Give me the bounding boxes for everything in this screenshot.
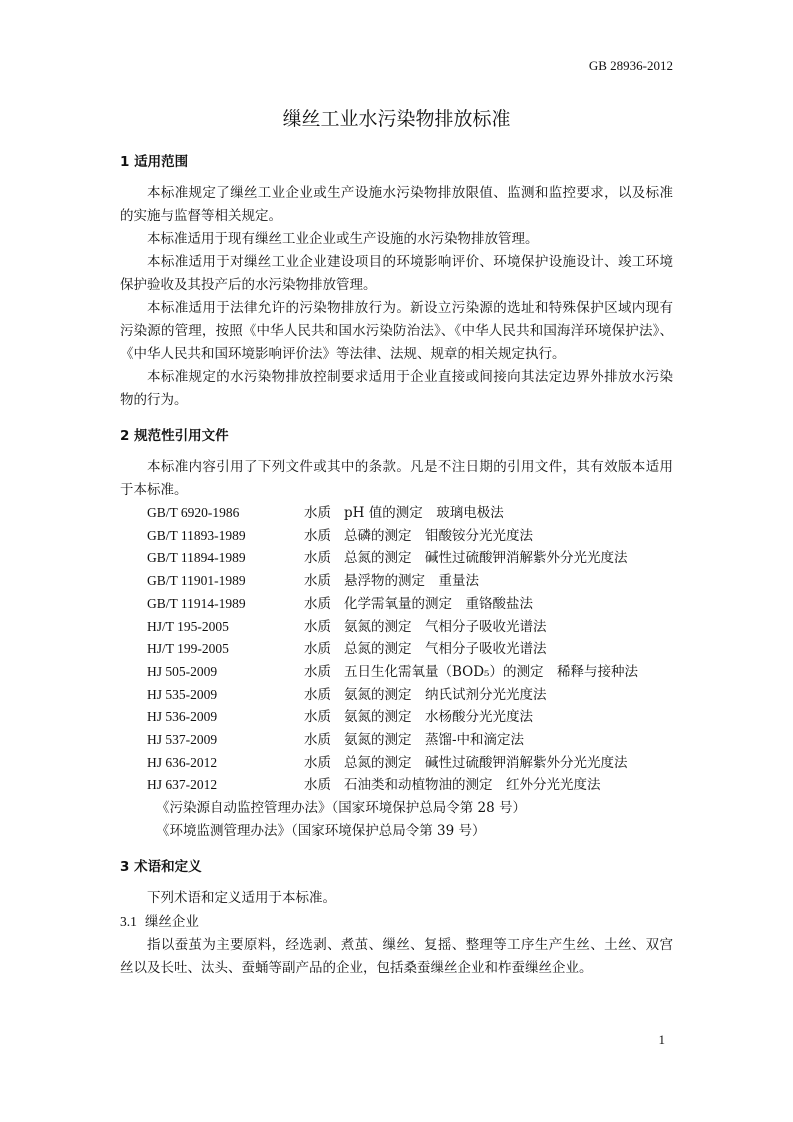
terms-intro: 下列术语和定义适用于本标准。 <box>147 889 336 906</box>
reference-prefix: 水质 <box>304 595 331 612</box>
reference-item <box>120 616 673 639</box>
reference-item <box>120 684 673 707</box>
reference-prefix: 水质 <box>304 686 331 703</box>
reference-prefix: 水质 <box>304 709 331 726</box>
reference-code: HJ/T 195-2005 <box>147 618 229 634</box>
paragraph: 本标准适用于对缫丝工业企业建设项目的环境影响评价、环境保护设施设计、竣工环境保护验收及其投产后的水污染物排放管理。 <box>120 254 673 293</box>
reference-title: pH 值的测定 玻璃电极法 <box>344 505 504 521</box>
reference-item <box>120 729 673 752</box>
reference-code: GB/T 6920-1986 <box>147 505 240 520</box>
document-title: 缫丝工业水污染物排放标准 <box>282 108 511 130</box>
standard-code: GB 28936-2012 <box>588 58 673 73</box>
page-number: 1 <box>658 1032 665 1047</box>
reference-item <box>120 570 673 593</box>
referenced-regulation: 《环境监测管理办法》（国家环境保护总局令第 39 号） <box>156 822 486 839</box>
reference-code: GB/T 11893-1989 <box>147 527 246 543</box>
reference-code: GB/T 11894-1989 <box>147 550 246 566</box>
reference-title: 石油类和动植物油的测定 红外分光光度法 <box>344 777 601 794</box>
reference-title: 悬浮物的测定 重量法 <box>344 573 479 590</box>
reference-code: HJ 536-2009 <box>147 709 218 725</box>
reference-item <box>120 593 673 616</box>
reference-item <box>120 638 673 661</box>
reference-item <box>120 502 673 525</box>
reference-prefix: 水质 <box>304 505 331 521</box>
reference-item <box>120 547 673 570</box>
reference-title: 氨氮的测定 水杨酸分光光度法 <box>344 709 533 726</box>
term-number: 3.1 <box>120 913 137 929</box>
reference-code: HJ 505-2009 <box>147 663 218 679</box>
reference-prefix: 水质 <box>304 663 331 680</box>
paragraph: 本标准规定的水污染物排放控制要求适用于企业直接或间接向其法定边界外排放水污染物的行为。 <box>120 369 673 408</box>
reference-title: 总氮的测定 碱性过硫酸钾消解紫外分光光度法 <box>344 754 628 771</box>
reference-prefix: 水质 <box>304 732 331 749</box>
reference-code: GB/T 11901-1989 <box>147 573 246 589</box>
reference-title: 总氮的测定 碱性过硫酸钾消解紫外分光光度法 <box>344 550 628 567</box>
document-body <box>120 150 673 980</box>
section-heading-references: 2 规范性引用文件 <box>120 428 229 444</box>
reference-prefix: 水质 <box>304 527 331 544</box>
term-definition: 指以蚕茧为主要原料，经选剥、煮茧、缫丝、复摇、整理等工序生产生丝、土丝、双宫丝以及长吐、汰头、蚕蛹等副产品的企业，包括桑蚕缫丝企业和柞蚕缫丝企业。 <box>120 936 673 976</box>
reference-title: 化学需氧量的测定 重铬酸盐法 <box>344 595 533 612</box>
reference-prefix: 水质 <box>304 777 331 794</box>
reference-item <box>120 752 673 775</box>
reference-prefix: 水质 <box>304 550 331 567</box>
section-heading-scope: 1 适用范围 <box>120 154 189 170</box>
paragraph: 本标准适用于现有缫丝工业企业或生产设施的水污染物排放管理。 <box>147 231 539 247</box>
reference-code: HJ 636-2012 <box>147 754 218 770</box>
reference-code: GB/T 11914-1989 <box>147 595 246 611</box>
reference-code: HJ 637-2012 <box>147 777 218 793</box>
section-heading-terms: 3 术语和定义 <box>120 858 202 875</box>
reference-prefix: 水质 <box>304 754 331 771</box>
term-heading <box>120 910 673 934</box>
referenced-regulation: 《污染源自动监控管理办法》（国家环境保护总局令第 28 号） <box>156 800 527 817</box>
references-intro: 本标准内容引用了下列文件或其中的条款。凡是不注日期的引用文件，其有效版本适用于本标准。 <box>120 459 673 498</box>
reference-list <box>120 502 673 843</box>
reference-prefix: 水质 <box>304 573 331 590</box>
reference-title: 氨氮的测定 气相分子吸收光谱法 <box>344 618 547 635</box>
reference-item <box>120 525 673 548</box>
paragraph: 本标准规定了缫丝工业企业或生产设施水污染物排放限值、监测和监控要求，以及标准的实施与监督等相关规定。 <box>120 185 673 224</box>
paragraph: 本标准适用于法律允许的污染物排放行为。新设立污染源的选址和特殊保护区域内现有污染源的管理，按照《中华人民共和国水污染防治法》、《中华人民共和国海洋环境保护法》、《中华人民共和国环境影响评价法》等法律、法规、规章的相关规定执行。 <box>120 300 673 362</box>
reference-code: HJ 537-2009 <box>147 732 218 748</box>
term-name: 缫丝企业 <box>144 913 199 930</box>
reference-prefix: 水质 <box>304 641 331 658</box>
reference-title: 氨氮的测定 蒸馏-中和滴定法 <box>344 732 525 749</box>
reference-title: 总磷的测定 钼酸铵分光光度法 <box>344 527 533 544</box>
reference-prefix: 水质 <box>304 618 331 635</box>
reference-item <box>120 706 673 729</box>
reference-title: 五日生化需氧量（BOD₅）的测定 稀释与接种法 <box>344 663 638 680</box>
reference-item <box>120 774 673 797</box>
reference-title: 总氮的测定 气相分子吸收光谱法 <box>344 641 547 658</box>
reference-code: HJ 535-2009 <box>147 686 218 702</box>
reference-code: HJ/T 199-2005 <box>147 641 229 657</box>
reference-item <box>120 661 673 684</box>
reference-title: 氨氮的测定 纳氏试剂分光光度法 <box>344 686 547 703</box>
